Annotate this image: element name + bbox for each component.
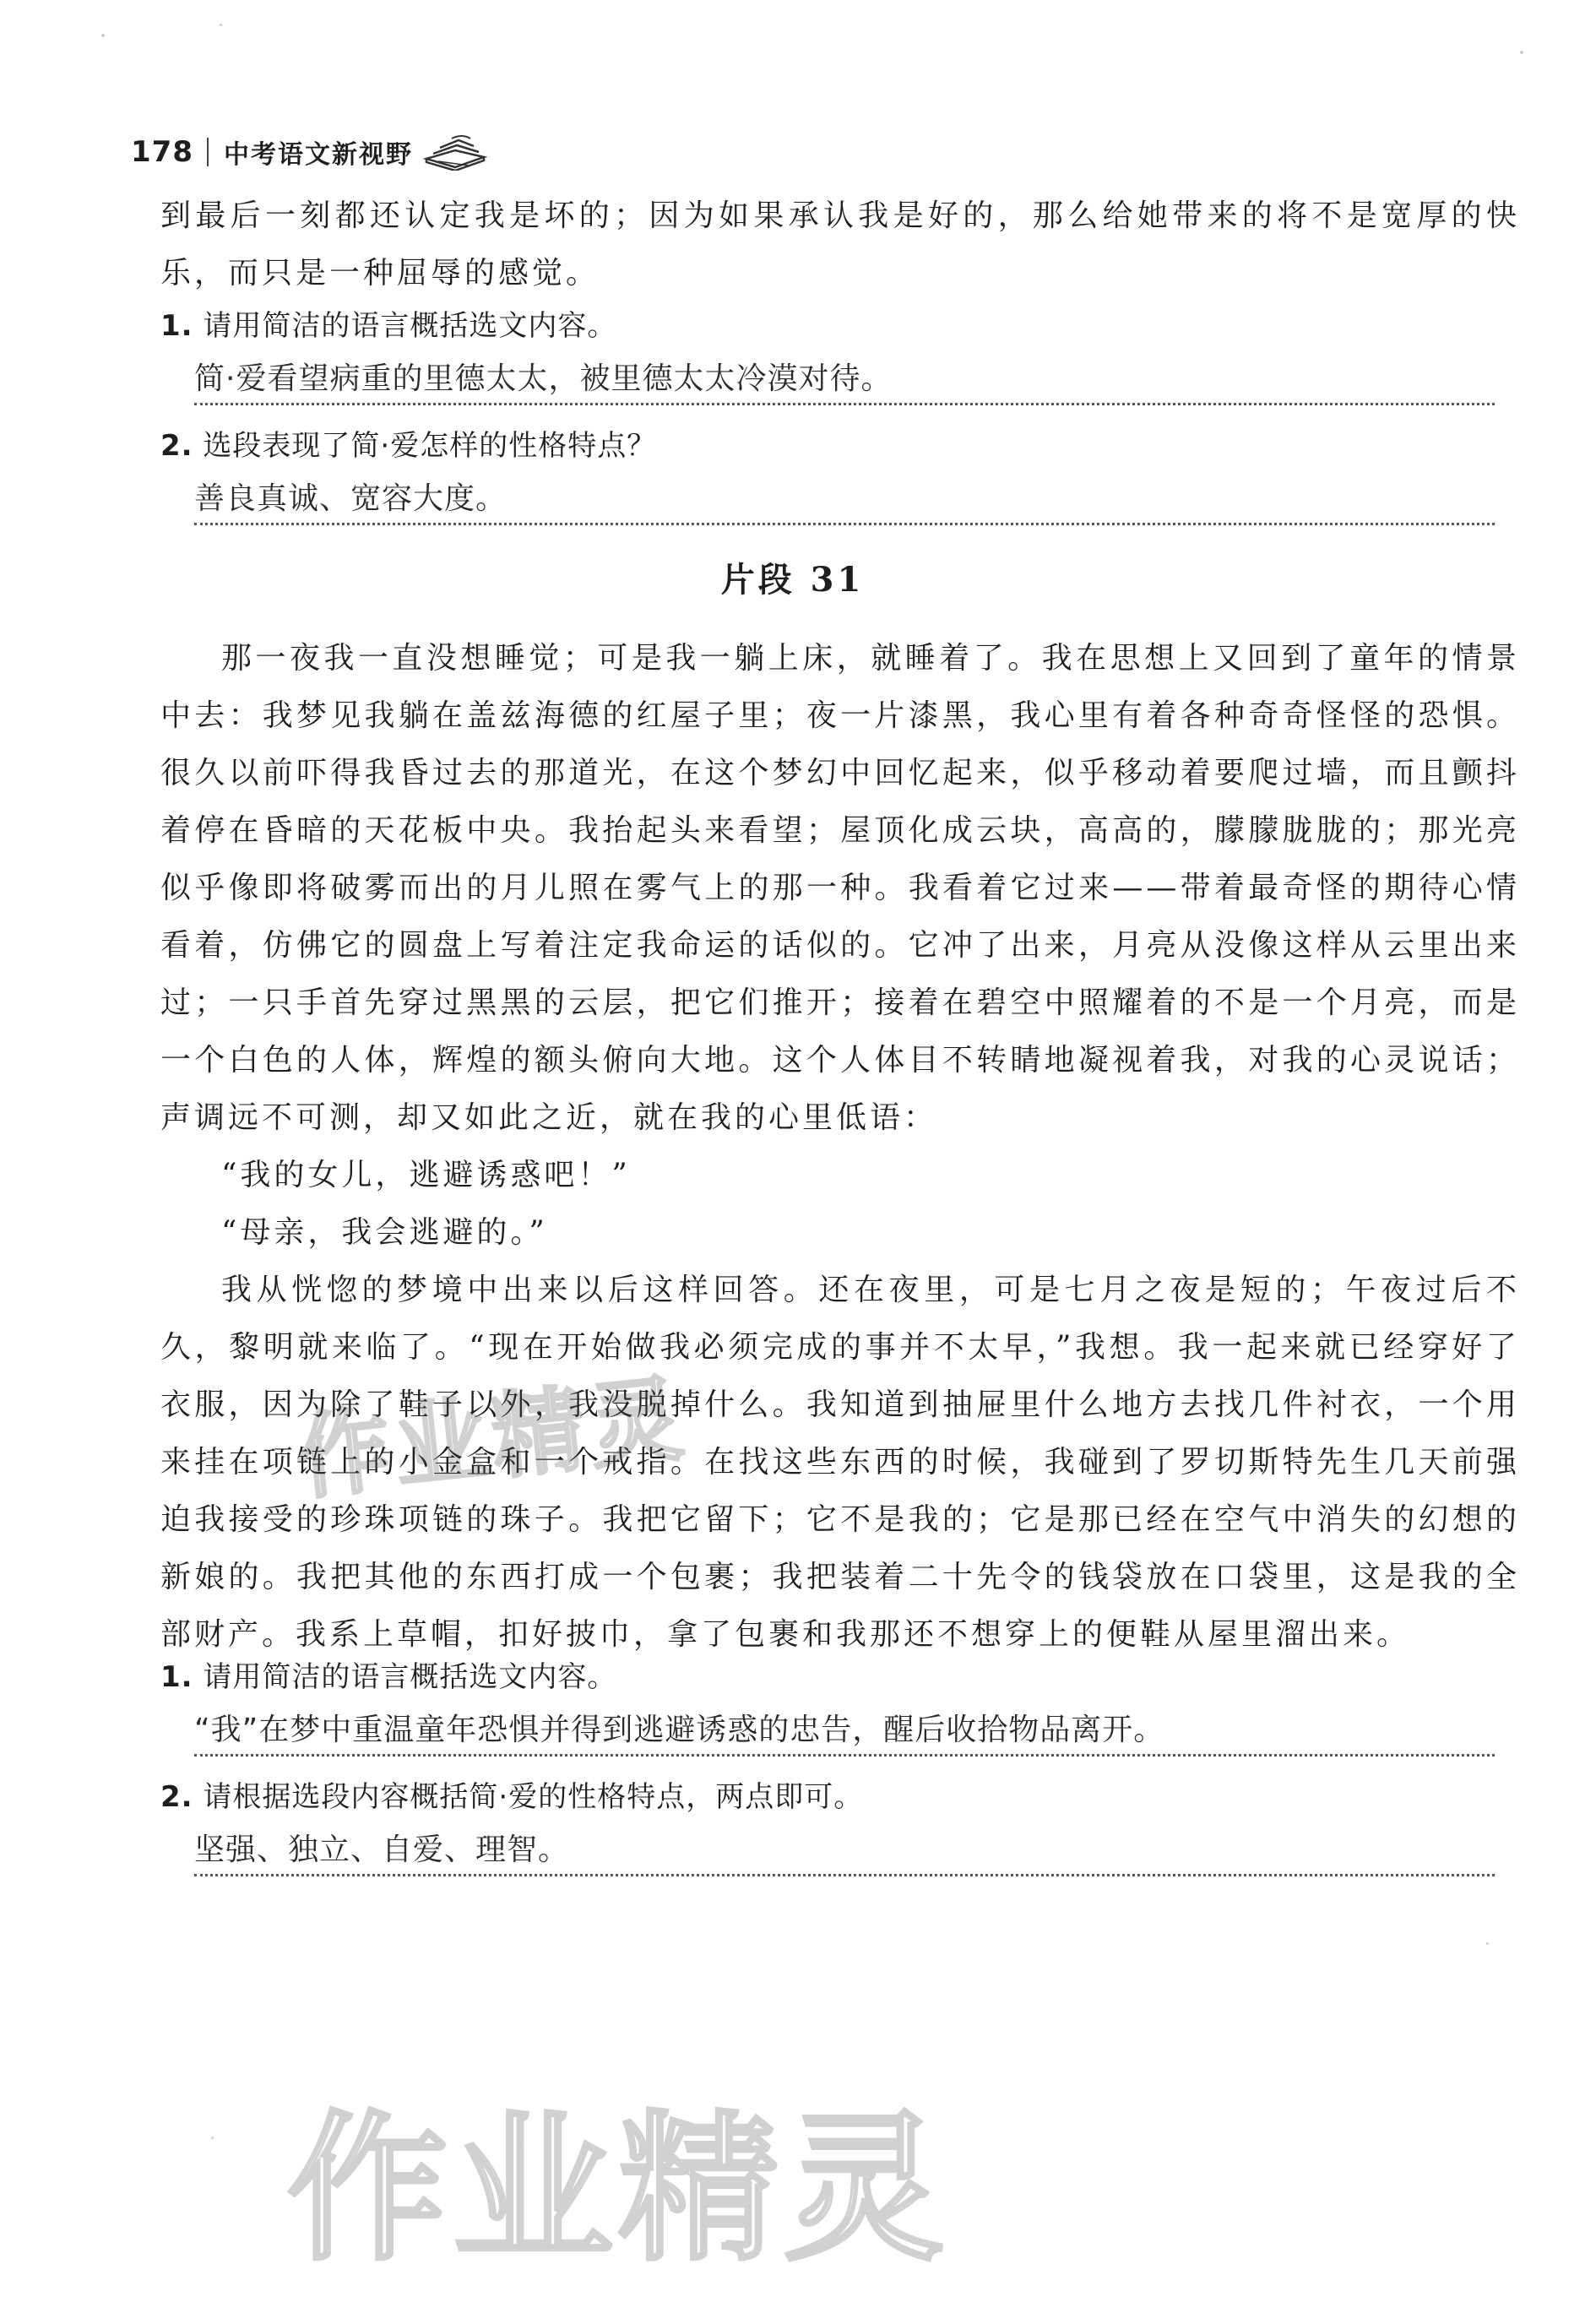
paragraph-departure: 我从恍惚的梦境中出来以后这样回答。还在夜里，可是七月之夜是短的；午夜过后不久，黎明就来临了。“现在开始做我必须完成的事并不太早，”我想。我一起来就已经穿好了衣服，因为除了鞋子以外，我没脱掉什么。我知道到抽屉里什么地方去找几件衬衣，一个用来挂在项链上的小金盒和一个戒指。在找这些东西的时候，我碰到了罗切斯特先生几天前强迫我接受的珍珠项链的珠子。我把它留下；它不是我的；它是那已经在空气中消失的幻想的新娘的。我把其他的东西打成一个包裹；我把装着二十先令的钱袋放在口袋里，这是我的全部财产。我系上草帽，扣好披巾，拿了包裹和我那还不想穿上的便鞋从屋里溜出来。 [160, 1273, 1520, 1652]
scan-speck [101, 34, 105, 37]
scan-speck [220, 24, 222, 26]
question-text: 选段表现了简·爱怎样的性格特点？ [203, 429, 657, 463]
book-stack-icon [421, 133, 489, 171]
page-header [131, 127, 489, 177]
page-number: 178 [131, 135, 193, 169]
scan-speck [1520, 51, 1523, 54]
question-text: 请根据选段内容概括简·爱的性格特点，两点即可。 [203, 1780, 864, 1814]
answer-line-1: 简·爱看望病重的里德太太，被里德太太冷漠对待。 [194, 355, 1495, 405]
question-1 [160, 302, 616, 344]
answer-line-2: 善良真诚、宽容大度。 [194, 475, 1495, 525]
paragraph-dream: 那一夜我一直没想睡觉；可是我一躺上床，就睡着了。我在思想上又回到了童年的情景中去：我梦见我躺在盖兹海德的红屋子里；夜一片漆黑，我心里有着各种奇奇怪怪的恐惧。很久以前吓得我昏过去的那道光，在这个梦幻中回忆起来，似乎移动着要爬过墙，而且颤抖着停在昏暗的天花板中央。我抬起头来看望；屋顶化成云块，高高的，朦朦胧胧的；那光亮似乎像即将破雾而出的月儿照在雾气上的那一种。我看着它过来——带着最奇怪的期待心情看着，仿佛它的圆盘上写着注定我命运的话似的。它冲了出来，月亮从没像这样从云里出来过；一只手首先穿过黑黑的云层，把它们推开；接着在碧空中照耀着的不是一个月亮，而是一个白色的人体，辉煌的额头俯向大地。这个人体目不转睛地凝视着我，对我的心灵说话；声调远不可测，却又如此之近，就在我的心里低语： [160, 641, 1520, 1135]
intro-block [160, 187, 1520, 302]
book-title: 中考语文新视野 [223, 140, 413, 170]
section-title: 片段 31 [720, 560, 865, 600]
quote-daughter: “我的女儿，逃避诱惑吧！” [221, 1158, 631, 1192]
intro-paragraph: 到最后一刻都还认定我是坏的；因为如果承认我是好的，那么给她带来的将不是宽厚的快乐，而只是一种屈辱的感觉。 [160, 198, 1520, 290]
watermark-small: 作业精灵 [291, 1364, 693, 1512]
question-text: 请用简洁的语言概括选文内容。 [203, 1660, 617, 1694]
question-number: 2. [160, 429, 193, 463]
watermark-large: 作业精灵 [287, 2096, 950, 2283]
question-4 [160, 1773, 863, 1815]
answer-line-4: 坚强、独立、自爱、理智。 [194, 1826, 1495, 1876]
question-text: 请用简洁的语言概括选文内容。 [203, 309, 617, 343]
question-number: 2. [160, 1780, 193, 1814]
question-number: 1. [160, 1660, 193, 1694]
scan-speck [211, 2137, 214, 2139]
scan-speck [1486, 1942, 1489, 1945]
question-2 [160, 422, 656, 464]
question-3 [160, 1653, 616, 1695]
question-number: 1. [160, 309, 193, 343]
quote-mother: “母亲，我会逃避的。” [221, 1215, 548, 1250]
header-divider [207, 138, 209, 166]
answer-line-3: “我”在梦中重温童年恐惧并得到逃避诱惑的忠告，醒后收拾物品离开。 [194, 1706, 1495, 1757]
